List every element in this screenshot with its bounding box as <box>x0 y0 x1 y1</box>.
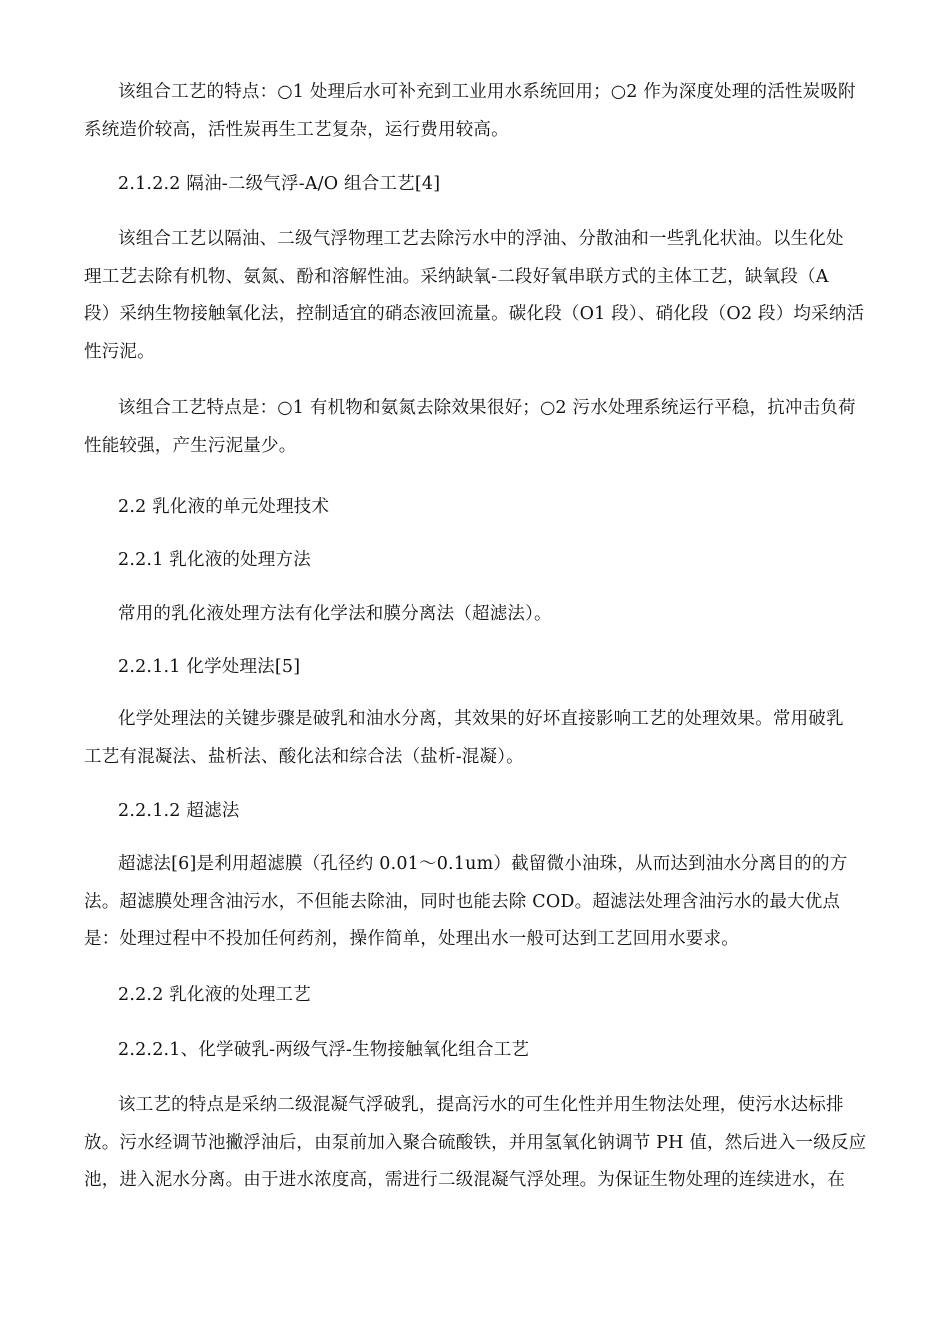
paragraph-chemical-treatment <box>84 701 874 776</box>
heading-text: 2.2.1 乳化液的处理方法 <box>118 550 311 570</box>
text-line: 超滤法[6]是利用超滤膜（孔径约 0.01～0.1um）截留微小油珠，从而达到油水分离目的的方 <box>118 854 848 874</box>
text-line: 该组合工艺的特点：○1 处理后水可补充到工业用水系统回用；○2 作为深度处理的活性炭吸附 <box>118 82 856 102</box>
text-line: 是：处理过程中不投加任何药剂，操作简单，处理出水一般可达到工艺回用水要求。 <box>84 929 739 949</box>
paragraph-features-2 <box>84 390 874 465</box>
heading-text: 2.2.1.2 超滤法 <box>118 801 240 821</box>
text-line: 性能较强，产生污泥量少。 <box>84 435 297 456</box>
text-line: 该工艺的特点是采纳二级混凝气浮破乳，提高污水的可生化性并用生物法处理，使污水达标排 <box>118 1095 844 1115</box>
section-heading-2-2-1 <box>84 542 874 580</box>
text-line: 常用的乳化液处理方法有化学法和膜分离法（超滤法）。 <box>118 604 552 624</box>
heading-text: 2.2.1.1 化学处理法[5] <box>118 657 301 677</box>
section-heading-2-2-2 <box>84 977 874 1015</box>
heading-text: 2.1.2.2 隔油-二级气浮-A/O 组合工艺[4] <box>118 174 441 194</box>
text-line: 工艺有混凝法、盐析法、酸化法和综合法（盐析-混凝）。 <box>84 746 524 767</box>
paragraph-process-features <box>84 1087 874 1200</box>
text-line: 化学处理法的关键步骤是破乳和油水分离，其效果的好坏直接影响工艺的处理效果。常用破乳 <box>118 709 844 729</box>
text-line: 系统造价较高，活性炭再生工艺复杂，运行费用较高。 <box>84 119 509 140</box>
text-line: 该组合工艺以隔油、二级气浮物理工艺去除污水中的浮油、分散油和一些乳化状油。以生化处 <box>118 229 844 249</box>
section-heading-2-2-2-1 <box>84 1032 874 1070</box>
section-heading-2-1-2-2 <box>84 166 874 204</box>
text-line: 段）采纳生物接触氧化法，控制适宜的硝态液回流量。碳化段（O1 段）、硝化段（O2 段）均采纳活 <box>84 304 865 324</box>
text-line: 法。超滤膜处理含油污水，不但能去除油，同时也能去除 COD。超滤法处理含油污水的最大优点 <box>84 891 841 912</box>
paragraph-process-description <box>84 221 874 371</box>
paragraph-common-methods <box>84 596 874 634</box>
heading-text: 2.2.2 乳化液的处理工艺 <box>118 985 311 1005</box>
paragraph-features-1 <box>84 74 874 149</box>
heading-text: 2.2.2.1、化学破乳-两级气浮-生物接触氧化组合工艺 <box>118 1040 530 1060</box>
text-line: 放。污水经调节池撇浮油后，由泵前加入聚合硫酸铁，并用氢氧化钠调节 PH 值，然后进入一级反应 <box>84 1132 867 1153</box>
section-heading-2-2-1-2 <box>84 793 874 831</box>
section-heading-2-2-1-1 <box>84 649 874 687</box>
heading-text: 2.2 乳化液的单元处理技术 <box>118 497 330 517</box>
text-line: 池，进入泥水分离。由于进水浓度高，需进行二级混凝气浮处理。为保证生物处理的连续进水，在 <box>84 1170 846 1190</box>
paragraph-ultrafiltration <box>84 846 874 959</box>
text-line: 理工艺去除有机物、氨氮、酚和溶解性油。采纳缺氧-二段好氧串联方式的主体工艺，缺氧段（A <box>84 266 829 287</box>
text-line: 该组合工艺特点是：○1 有机物和氨氮去除效果很好；○2 污水处理系统运行平稳，抗冲击负荷 <box>118 398 856 418</box>
section-heading-2-2 <box>84 489 874 527</box>
text-line: 性污泥。 <box>84 341 155 362</box>
